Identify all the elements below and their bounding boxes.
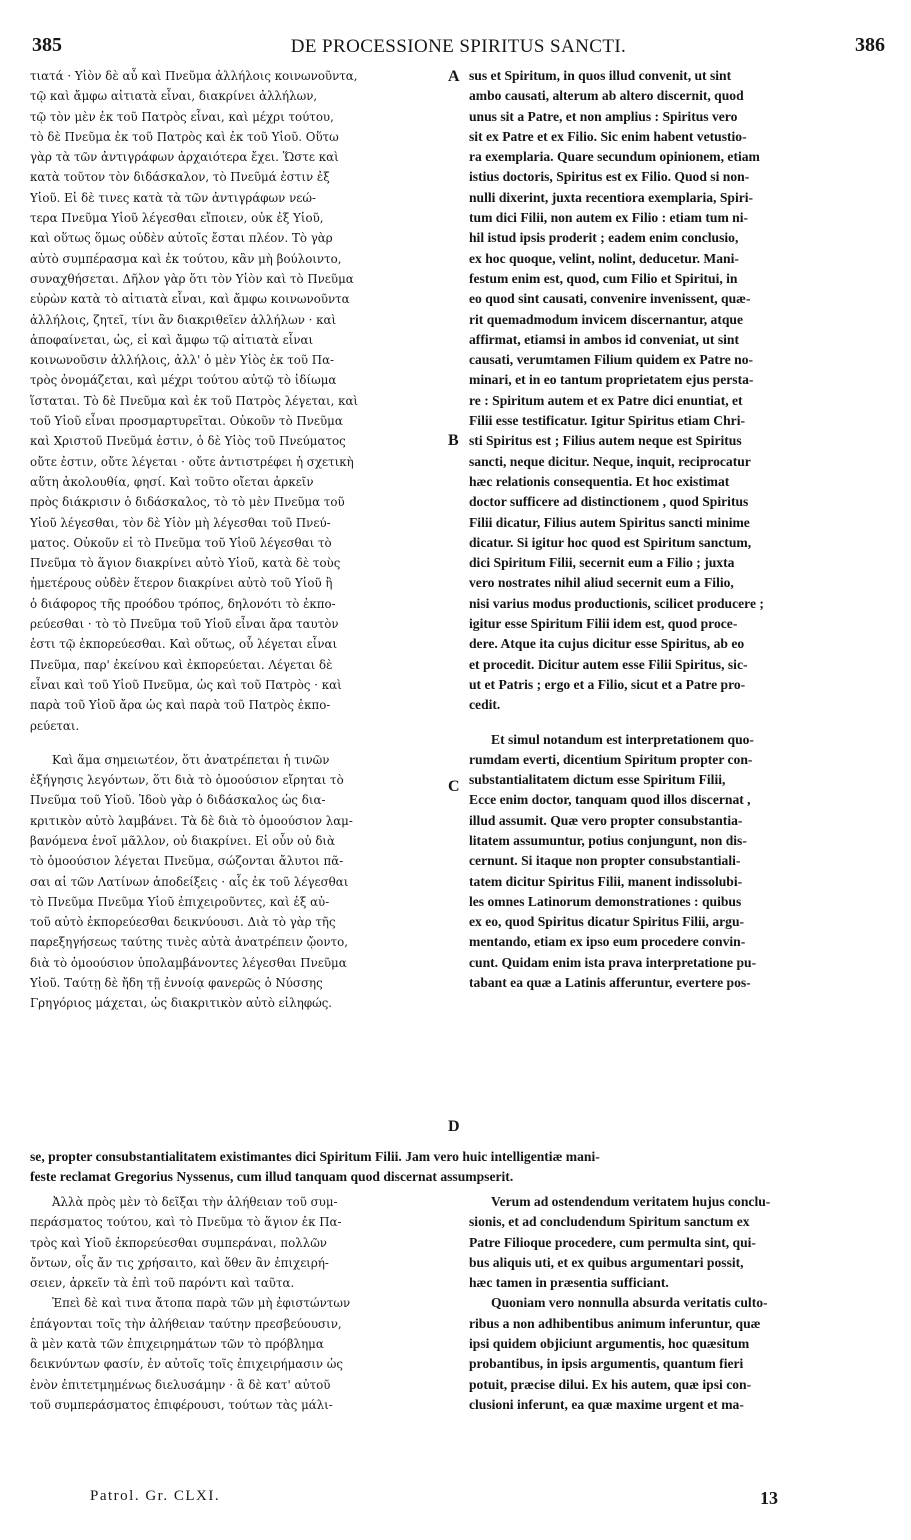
text-line: πρὸς διάκρισιν ὁ διδάσκαλος, τὸ τὸ μὲν Πνεῦμα τοῦ: [30, 495, 345, 510]
text-line: sancti, neque dicitur. Neque, inquit, reciprocatur: [469, 453, 751, 469]
text-line: rumdam everti, dicentium Spiritum propter con-: [469, 751, 753, 767]
text-line: διὰ τὸ ὁμοούσιον ὑπολαμβάνοντες λέγεσθαι Πνεῦμα: [30, 955, 347, 970]
text-line: εὑρὼν κατὰ τὸ αἰτιατὰ εἶναι, καὶ ἄμφω κοινωνοῦντα: [30, 292, 350, 307]
text-line: σειεν, ἀρκεῖν τὰ ἐπὶ τοῦ παρόντι καὶ ταῦτα.: [30, 1276, 295, 1291]
text-line: Filii dicatur, Filius autem Spiritus sancti minime: [469, 514, 750, 530]
text-line: Υἱοῦ. Εἰ δὲ τινες κατὰ τὰ τῶν ἀντιγράφων νεώ-: [30, 190, 316, 205]
text-line: περάσματος τούτου, καὶ τὸ Πνεῦμα τὸ ἅγιον ἐκ Πα-: [30, 1215, 342, 1230]
text-line: ρεύεται.: [30, 718, 80, 733]
text-line: παρὰ τοῦ Υἱοῦ ἄρα ὡς καὶ παρὰ τοῦ Πατρὸς ἐκπο-: [30, 698, 331, 713]
text-line: Ἀλλὰ πρὸς μὲν τὸ δεῖξαι τὴν ἀλήθειαν τοῦ συμ-: [52, 1195, 338, 1209]
greek-column: [30, 66, 446, 1014]
text-line: Υἱοῦ λέγεσθαι, τὸν δὲ Υἱὸν μὴ λέγεσθαι τοῦ Πνεύ-: [30, 515, 331, 530]
text-line: hil istud ipsis proderit ; eadem enim conclusio,: [469, 230, 739, 246]
bridging-line: feste reclamat Gregorius Nyssenus, cum illud tanquam quod discernat assumpserit.: [30, 1169, 514, 1184]
text-line: ex eo, quod Spiritus dicatur Spiritus Filii, argu-: [469, 914, 745, 930]
text-line: τιατά · Υἱὸν δὲ αὖ καὶ Πνεῦμα ἀλλήλοις κοινωνοῦντα,: [30, 69, 358, 83]
text-line: κατὰ τοῦτον τὸν διδάσκαλον, τὸ Πνεῦμά ἐστιν ἐξ: [30, 170, 330, 185]
text-line: κριτικὸν αὐτὸ λαμβάνει. Τὰ δὲ διὰ τὸ ὁμοούσιον λαμ-: [30, 813, 353, 828]
text-line: tatem dicitur Spiritus Filii, manent indissolubi-: [469, 873, 743, 889]
text-line: ex hoc quoque, velint, nolint, deducetur. Mani-: [469, 250, 739, 266]
latin-paragraph: [469, 66, 879, 716]
text-line: καὶ οὕτως ὅμως οὐδὲν αὐτοῖς ἔσται πλέον. Τὸ γὰρ: [30, 231, 333, 246]
greek-column-lower: [30, 1192, 446, 1415]
section-marker-b: B: [448, 432, 459, 449]
text-line: ἃ μὲν κατὰ τῶν ἐπιχειρημάτων τῶν τὸ πρόβλημα: [30, 1337, 324, 1352]
text-line: Filii esse testificatur. Igitur Spiritus etiam Chri-: [469, 413, 746, 429]
text-line: ἐπάγονται τοῖς τὴν ἀλήθειαν ταύτην πρεσβεύουσιν,: [30, 1316, 342, 1331]
text-line: τῷ τὸν μὲν ἐκ τοῦ Πατρὸς εἶναι, καὶ μέχρι τούτου,: [30, 109, 334, 124]
latin-paragraph: [469, 1192, 879, 1293]
greek-paragraph: [30, 66, 446, 736]
text-line: les omnes Latinorum demonstrationes : quibus: [469, 893, 742, 909]
text-line: substantialitatem dictum esse Spiritum Filii,: [469, 772, 726, 788]
text-line: τοῦ αὐτὸ ἐκπορεύεσθαι δεικνύουσι. Διὰ τὸ γὰρ τῆς: [30, 915, 336, 930]
text-line: cedit.: [469, 697, 501, 713]
text-line: τοῦ συμπεράσματος ἐπιφέρουσι, τούτων τὰς μάλι-: [30, 1397, 333, 1412]
text-line: mentando, etiam ex ipso eum procedere convin-: [469, 934, 746, 950]
text-line: τὸ Πνεῦμα Πνεῦμα Υἱοῦ ἐπιχειροῦντες, καὶ ἐξ αὐ-: [30, 894, 330, 909]
text-line: ματος. Οὐκοῦν εἰ τὸ Πνεῦμα τοῦ Υἱοῦ λέγεσθαι τὸ: [30, 535, 332, 550]
text-line: ipsi quidem objiciunt argumentis, hoc quæsitum: [469, 1336, 750, 1352]
text-line: cernunt. Si itaque non propter consubstantiali-: [469, 853, 741, 869]
text-line: ἐξήγησις λεγόντων, ὅτι διὰ τὸ ὁμοούσιον εἴρηται τὸ: [30, 773, 344, 788]
text-line: rit quemadmodum invicem discernantur, atque: [469, 311, 744, 327]
text-line: καὶ Χριστοῦ Πνεῦμά ἐστιν, ὁ δὲ Υἱὸς τοῦ Πνεύματος: [30, 434, 346, 449]
text-line: sionis, et ad concludendum Spiritum sanctum ex: [469, 1214, 750, 1230]
text-line: sit ex Patre et ex Filio. Sic enim habent vetustio-: [469, 128, 747, 144]
text-line: sti Spiritus est ; Filius autem neque est Spiritus: [469, 433, 742, 449]
text-line: αὕτη ἀκολουθία, φησί. Καὶ τοῦτο οἴεται ἀρκεῖν: [30, 474, 314, 489]
text-line: Ἐπεὶ δὲ καὶ τινα ἄτοπα παρὰ τῶν μὴ ἐφιστώντων: [52, 1296, 351, 1311]
text-line: causati, verumtamen Filium quidem ex Patre no-: [469, 352, 754, 368]
page-number-left: 385: [32, 34, 62, 56]
text-line: sus et Spiritum, in quos illud convenit, ut sint: [469, 68, 732, 83]
text-line: τερα Πνεῦμα Υἱοῦ λέγεσθαι εἴποιεν, οὐκ ἐξ Υἱοῦ,: [30, 211, 324, 226]
bridging-line: se, propter consubstantialitatem existimantes dici Spiritum Filii. Jam vero huic intelligentiæ mani-: [30, 1149, 600, 1164]
text-line: ἐστι τῷ ἐκπορεύεσθαι. Καὶ οὕτως, οὗ λέγεται εἶναι: [30, 637, 338, 652]
text-line: igitur esse Spiritum Filii idem est, quod proce-: [469, 616, 738, 632]
text-line: Πνεῦμα, παρ' ἐκείνου καὶ ἐκπορεύεται. Λέγεται δὲ: [30, 657, 333, 672]
text-line: ut et Patris ; ergo et a Filio, sicut et a Patre pro-: [469, 676, 746, 692]
text-line: cunt. Quidam enim ista prava interpretatione pu-: [469, 954, 757, 970]
text-line: σαι αἱ τῶν Λατίνων ἀποδείξεις · αἷς ἐκ τοῦ λέγεσθαι: [30, 874, 349, 889]
text-line: clusioni inferunt, ea quæ maxime urgent et ma-: [469, 1396, 744, 1412]
text-line: Γρηγόριος μάχεται, ὡς διακριτικὸν αὐτὸ εἰληφώς.: [30, 996, 333, 1011]
text-line: eo quod sint causati, convenire invenissent, quæ-: [469, 291, 751, 307]
text-line: ρεύεσθαι · τὸ τὸ Πνεῦμα τοῦ Υἱοῦ εἶναι ἄρα ταυτὸν: [30, 617, 339, 632]
text-line: bus aliquis uti, et ex quibus argumentari possit,: [469, 1254, 744, 1270]
text-line: Ecce enim doctor, tanquam quod illos discernat ,: [469, 792, 751, 808]
text-line: Πνεῦμα τὸ ἅγιον διακρίνει αὐτὸ Υἱοῦ, κατὰ δὲ τοὺς: [30, 556, 341, 571]
text-line: dere. Atque ita cujus dicitur esse Spiritus, ab eo: [469, 636, 745, 652]
text-line: βανόμενα ἑνοῖ μᾶλλον, οὐ διακρίνει. Εἰ οὖν οὐ διὰ: [30, 833, 336, 848]
text-line: δεικνύντων φασίν, ἐν αὐτοῖς τοῖς ἐπιχειρήμασιν ὡς: [30, 1357, 344, 1372]
greek-paragraph: [30, 750, 446, 1014]
text-line: Καὶ ἅμα σημειωτέον, ὅτι ἀνατρέπεται ἡ τινῶν: [52, 752, 330, 767]
text-line: dici Spiritum Filii, secernit eum a Filio ; juxta: [469, 555, 735, 571]
text-line: τρὸς καὶ Υἱοῦ ἐκπορεύεσθαι συμπεράναι, πολλῶν: [30, 1235, 327, 1250]
text-line: et procedit. Dicitur autem esse Filii Spiritus, sic-: [469, 656, 748, 672]
text-line: nulli dixerint, juxta recentiora exemplaria, Spiri-: [469, 189, 754, 205]
text-line: ἀλλήλοις, ζητεῖ, τίνι ἂν διακριθεῖεν ἀλλήλων · καὶ: [30, 312, 337, 327]
text-line: unus sit a Patre, et non amplius : Spiritus vero: [469, 108, 738, 124]
greek-paragraph: [30, 1192, 446, 1293]
running-header: [32, 34, 885, 64]
text-line: Πνεῦμα τοῦ Υἱοῦ. Ἰδοὺ γὰρ ὁ διδάσκαλος ὡς δια-: [30, 793, 326, 808]
text-line: εἶναι καὶ τοῦ Υἱοῦ Πνεῦμα, ὡς καὶ τοῦ Πατρὸς · καὶ: [30, 677, 342, 692]
latin-column: [469, 66, 879, 993]
text-line: vero nostrates nihil aliud secernit eum a Filio,: [469, 575, 734, 591]
section-marker-d: D: [448, 1118, 460, 1135]
text-line: potuit, præcise dilui. Ex his autem, quæ ipsi con-: [469, 1376, 752, 1392]
text-line: Verum ad ostendendum veritatem hujus conclu-: [491, 1194, 771, 1209]
text-line: re : Spiritum autem et ex Patre dici enuntiat, et: [469, 392, 743, 408]
text-line: litatem assumuntur, potius conjungunt, non dis-: [469, 832, 747, 848]
text-line: ἐνὸν ἐπιτετμημένως διελυσάμην · ἃ δὲ κατ' αὐτοῦ: [30, 1377, 331, 1392]
text-line: nisi varius modus productionis, scilicet producere ;: [469, 595, 764, 611]
text-line: ribus a non adhibentibus animum inferuntur, quæ: [469, 1315, 761, 1331]
latin-paragraph: [469, 1293, 879, 1415]
text-line: illud assumit. Quæ vero propter consubstantia-: [469, 812, 743, 828]
latin-column-lower: [469, 1192, 879, 1415]
text-line: τὸ δὲ Πνεῦμα ἐκ τοῦ Πατρὸς καὶ ἐκ τοῦ Υἱοῦ. Οὕτω: [30, 129, 339, 144]
text-line: doctor sufficere ad distinctionem , quod Spiritus: [469, 494, 749, 510]
text-line: hæc relationis consequentia. Et hoc existimat: [469, 473, 730, 489]
text-line: hæc tamen in præsentia sufficiant.: [469, 1275, 669, 1291]
text-line: probantibus, in ipsis argumentis, quantum fieri: [469, 1356, 744, 1372]
text-line: ra exemplaria. Quare secundum opinionem, etiam: [469, 149, 760, 165]
text-line: τρὸς ὀνομάζεται, καὶ μέχρι τούτου αὐτῷ τὸ ἰδίωμα: [30, 373, 337, 388]
text-line: ἡμετέρους οὐδὲν ἕτερον διακρίνει αὐτὸ τοῦ Υἱοῦ ἢ: [30, 576, 333, 591]
text-line: Et simul notandum est interpretationem quo-: [491, 731, 754, 747]
text-line: tabant ea quæ a Latinis afferuntur, evertere pos-: [469, 975, 751, 991]
text-line: ὁ διάφορος τῆς προόδου τρόπος, δηλονότι τὸ ἐκπο-: [30, 596, 336, 611]
text-line: ἀποφαίνεται, ὡς, εἰ καὶ ἄμφω τῷ αἰτιατὰ εἶναι: [30, 332, 314, 347]
footer-signature: 13: [760, 1488, 778, 1508]
text-line: τὸ ὁμοούσιον λέγεται Πνεῦμα, σώζονται ἄλυτοι πᾶ-: [30, 854, 344, 869]
greek-paragraph: [30, 1293, 446, 1415]
text-line: γὰρ τὰ τῶν ἀντιγράφων ἀρχαιότερα ἔχει. Ὥστε καὶ: [30, 150, 339, 165]
text-line: Quoniam vero nonnulla absurda veritatis culto-: [491, 1295, 768, 1311]
text-line: κοινωνοῦσιν ἀλλήλοις, ἀλλ' ὁ μὲν Υἱὸς ἐκ τοῦ Πα-: [30, 353, 335, 368]
latin-paragraph: [469, 730, 879, 994]
text-line: Patre Filioque procedere, cum permulta sint, qui-: [469, 1234, 756, 1250]
text-line: ἵσταται. Τὸ δὲ Πνεῦμα καὶ ἐκ τοῦ Πατρὸς λέγεται, καὶ: [30, 393, 359, 408]
text-line: τοῦ Υἱοῦ εἶναι προσμαρτυρεῖται. Οὐκοῦν τὸ Πνεῦμα: [30, 414, 343, 429]
text-line: Υἱοῦ. Ταύτῃ δὲ ἤδη τῇ ἐννοίᾳ φανερῶς ὁ Νύσσης: [30, 976, 323, 991]
section-marker-c: C: [448, 778, 460, 795]
page-number-right: 386: [855, 34, 885, 56]
text-line: οὔτε ἐστιν, οὔτε λέγεται · οὔτε ἀντιστρέφει ἡ σχετικὴ: [30, 454, 354, 469]
text-line: tum dici Filii, non autem ex Filio : etiam tum ni-: [469, 210, 749, 226]
footer-series: Patrol. Gr. CLXI.: [90, 1488, 221, 1504]
text-line: minari, et in eo tantum proprietatem ejus persta-: [469, 372, 754, 388]
text-line: festum enim est, quod, cum Filio et Spiritui, in: [469, 270, 738, 286]
text-line: istius doctoris, Spiritus est ex Filio. Quod si non-: [469, 169, 750, 185]
text-line: dicatur. Si igitur hoc quod est Spiritum sanctum,: [469, 534, 752, 550]
section-marker-a: A: [448, 68, 460, 85]
text-line: ὄντων, οἷς ἄν τις χρήσαιτο, καὶ ὅθεν ἂν ἐπιχειρή-: [30, 1255, 329, 1270]
text-line: ambo causati, alterum ab altero discernit, quod: [469, 88, 744, 104]
text-line: affirmat, etiamsi in ambos id conveniat, ut sint: [469, 331, 739, 347]
text-line: συναχθήσεται. Δῆλον γὰρ ὅτι τὸν Υἱὸν καὶ τὸ Πνεῦμα: [30, 271, 354, 286]
text-line: τῷ καὶ ἄμφω αἰτιατὰ εἶναι, διακρίνει ἀλλήλων,: [30, 89, 318, 104]
text-line: παρεξηγήσεως ταύτης τινὲς αὐτὰ ἀνατρέπειν ᾤοντο,: [30, 935, 348, 950]
text-line: αὐτὸ συμπέρασμα καὶ ἐκ τούτου, κἂν μὴ βούλοιντο,: [30, 251, 342, 266]
running-title: DE PROCESSIONE SPIRITUS SANCTI.: [290, 36, 627, 57]
